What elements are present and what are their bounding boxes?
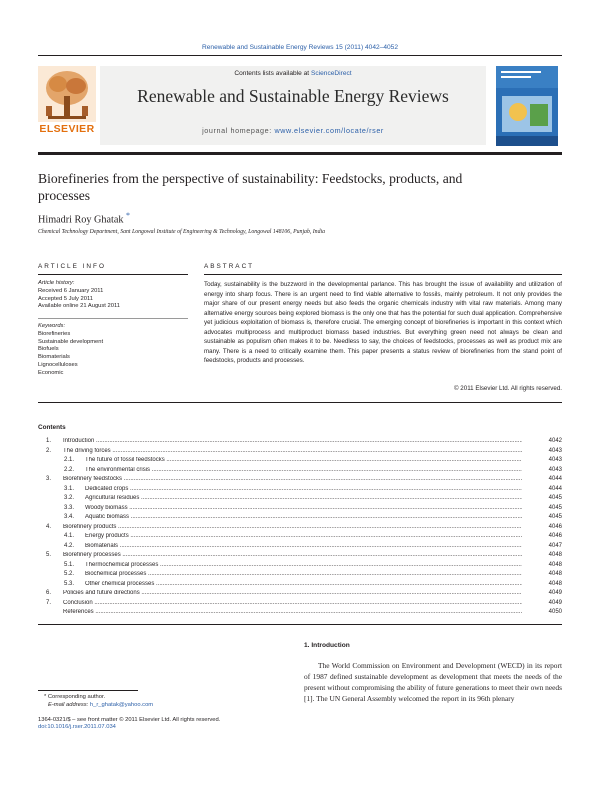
toc-number: 3. [46,476,52,482]
keyword-item: Biofuels [38,346,59,353]
toc-title[interactable] [63,600,522,606]
toc-title-text: Policies and future directions [63,590,140,596]
author-line [38,211,130,225]
toc-row[interactable] [38,590,562,600]
toc-number: 5.3. [64,580,75,587]
toc-title-text: Woody biomass [85,504,128,511]
toc-row[interactable] [38,495,562,505]
toc-title[interactable] [85,571,522,577]
article-title: Biorefineries from the perspective of sustainability: Feedstocks, products, and processes [38,171,463,203]
toc-row[interactable] [38,476,562,486]
journal-cover-thumbnail[interactable] [496,66,558,146]
toc-page-number: 4044 [548,485,562,492]
toc-number: 3.4. [64,514,75,520]
toc-page-number: 4048 [548,561,562,568]
toc-title-text: Biomaterials [85,542,119,549]
toc-number: 7. [46,599,52,606]
toc-page-number: 4049 [548,590,562,596]
toc-row[interactable] [38,581,562,591]
abstract-copyright: © 2011 Elsevier Ltd. All rights reserved. [454,385,562,392]
toc-row[interactable] [38,505,562,515]
introduction-text: The World Commission on Environment and Development (WECD) in its report of 1987 defined sustainable development as development that meets the needs of the present without compromising the ability of future generations to meet their own needs [1]. The UN General Assembly welcomed the report in its 96th plenary [304,661,562,703]
toc-page-number: 4045 [548,504,562,511]
homepage-label: journal homepage: [202,126,275,135]
toc-number: 5.2. [64,571,75,577]
author-name[interactable]: Himadri Roy Ghatak [38,214,124,226]
toc-row[interactable] [38,609,562,619]
toc-row[interactable] [38,514,562,524]
contents-heading: Contents [38,424,66,431]
toc-page-number: 4047 [548,542,562,549]
table-of-contents [38,438,562,619]
received-date: Received 6 January 2011 [38,287,104,294]
toc-title-text: The driving forces [63,447,111,454]
email-link[interactable]: h_r_ghatak@yahoo.com [89,701,154,708]
toc-title[interactable] [63,609,522,615]
abstract-body: Today, sustainability is the buzzword in the developmental parlance. This has brought the issue of availability and utilization of energy into sharp focus. There is an urgent need to find viable alternative to fossils, mainly petroleum. It not only provides the major share of our present energy needs but also feeds the organic chemicals industry with vital raw materials. Among many alternative energy sources being explored biomass is the only one that has the potential for such dual application. Comprehensive yet judicious exploitation of biomass is, therefore crucial. The emerging concept of biorefineries is important in this context which advocates multiprocess and multiproduct biomass based industries. But everything green need not always be clean and sustainable as populism often makes it to be. Needless to say, the choices of feedstocks, processes as well as product mix are many. There is a need to critically examine them. This paper presents a status review of biorefineries from the stand point of feedstocks, products and processes. [204,281,562,364]
history-label: Article history: [38,280,75,286]
journal-citation[interactable]: Renewable and Sustainable Energy Reviews 15 (2011) 4042–4052 [202,44,398,51]
toc-title-text: Biorefinery processes [63,552,121,558]
toc-row[interactable] [38,438,562,448]
online-date: Available online 21 August 2011 [38,303,120,310]
toc-number: 4.1. [64,533,75,539]
toc-page-number: 4043 [548,466,562,473]
toc-page-number: 4050 [548,609,562,615]
contents-bottom-rule [38,624,562,625]
toc-row[interactable] [38,486,562,496]
contents-prefix: Contents lists available at [234,70,311,77]
toc-title[interactable] [63,438,522,444]
toc-page-number: 4046 [548,533,562,539]
header-top-rule [38,55,562,56]
corresponding-author-note: * Corresponding author. [44,694,106,700]
contents-available-line [100,70,486,77]
toc-title[interactable] [85,467,522,473]
issn-line: 1364-0321/$ – see front matter © 2011 Elsevier Ltd. All rights reserved. [38,716,221,723]
keyword-item: Biomaterials [38,354,70,361]
toc-title-text: The future of fossil feedstocks [85,457,165,463]
toc-page-number: 4046 [548,523,562,530]
homepage-url-link[interactable]: www.elsevier.com/locate/rser [274,126,384,135]
toc-title-text: Conclusion [63,599,93,606]
toc-title-text: Energy products [85,533,129,539]
doi-link[interactable]: doi:10.1016/j.rser.2011.07.034 [38,724,116,731]
accepted-date: Accepted 5 July 2011 [38,295,93,302]
article-info-heading: ARTICLE INFO [38,263,106,270]
toc-title[interactable] [63,552,522,558]
toc-title[interactable] [63,476,522,482]
abstract-heading: ABSTRACT [204,263,255,270]
toc-page-number: 4048 [548,580,562,587]
toc-page-number: 4044 [548,476,562,482]
abstract-bottom-rule [38,402,562,403]
keyword-item: Economic [38,369,64,376]
sciencedirect-link[interactable]: ScienceDirect [310,70,352,77]
author-affiliation: Chemical Technology Department, Sant Longowal Institute of Engineering & Technology, Longowal 148106, Punjab, India [38,229,325,235]
toc-page-number: 4043 [548,457,562,463]
keyword-item: Biorefineries [38,330,71,337]
toc-title-text: Biorefinery feedstocks [63,476,123,482]
toc-page-number: 4045 [548,495,562,501]
toc-row[interactable] [38,457,562,467]
toc-row[interactable] [38,467,562,477]
toc-page-number: 4042 [548,438,562,444]
toc-number: 2.2. [64,466,75,473]
corresponding-author-mark[interactable]: * [126,211,130,220]
footnote-rule [38,690,138,691]
toc-number: 2.1. [64,457,75,463]
toc-title[interactable] [85,533,522,539]
elsevier-wordmark: ELSEVIER [39,123,95,135]
toc-title-text: References [63,609,94,615]
keywords-block [38,323,188,378]
introduction-heading: 1. Introduction [304,642,350,649]
toc-title[interactable] [85,581,522,587]
toc-number: 1. [46,438,52,444]
toc-number: 3.1. [64,485,75,492]
toc-row[interactable] [38,533,562,543]
email-label: E-mail address: [48,701,90,708]
toc-title[interactable] [63,448,522,454]
toc-title[interactable] [85,495,522,501]
toc-number: 5.1. [64,561,75,568]
toc-number: 6. [46,590,52,596]
toc-row[interactable] [38,571,562,581]
toc-row[interactable] [38,600,562,610]
keyword-item: Sustainable development [38,338,104,345]
toc-title[interactable] [63,524,522,530]
header-bottom-rule [38,152,562,155]
toc-number: 5. [46,552,52,558]
toc-row[interactable] [38,552,562,562]
toc-row[interactable] [38,543,562,553]
history-divider [38,318,188,319]
abstract-rule [204,274,562,275]
article-history [38,280,188,311]
toc-title[interactable] [85,514,522,520]
toc-page-number: 4043 [548,447,562,454]
toc-title[interactable] [85,457,522,463]
article-info-rule [38,274,188,275]
toc-title-text: Biorefinery products [63,523,117,530]
toc-page-number: 4049 [548,599,562,606]
toc-row[interactable] [38,524,562,534]
keyword-item: Lignocelluloses [38,361,78,368]
toc-title-text: The environmental crisis [85,466,151,473]
toc-page-number: 4045 [548,514,562,520]
toc-row[interactable] [38,448,562,458]
toc-number: 3.2. [64,495,75,501]
toc-page-number: 4048 [548,552,562,558]
toc-number: 4. [46,523,52,530]
journal-homepage [100,126,486,135]
toc-row[interactable] [38,562,562,572]
toc-title[interactable] [85,486,522,492]
toc-title-text: Introduction [63,438,95,444]
toc-title[interactable] [85,562,522,568]
toc-page-number: 4048 [548,571,562,577]
toc-title-text: Biochemical processes [85,571,147,577]
toc-title-text: Agricultural residues [85,495,140,501]
toc-number: 2. [46,447,52,454]
introduction-body [304,660,562,704]
journal-title: Renewable and Sustainable Energy Reviews [137,86,449,106]
toc-title-text: Other chemical processes [85,580,155,587]
footnote-block [38,694,278,732]
toc-title-text: Aquatic biomass [85,514,130,520]
toc-title[interactable] [85,543,522,549]
toc-title[interactable] [85,505,522,511]
toc-title-text: Thermochemical processes [85,561,159,568]
toc-number: 4.2. [64,542,75,549]
toc-title-text: Dedicated crops [85,485,129,492]
keywords-label: Keywords: [38,323,66,329]
toc-number: 3.3. [64,504,75,511]
toc-title[interactable] [63,590,522,596]
